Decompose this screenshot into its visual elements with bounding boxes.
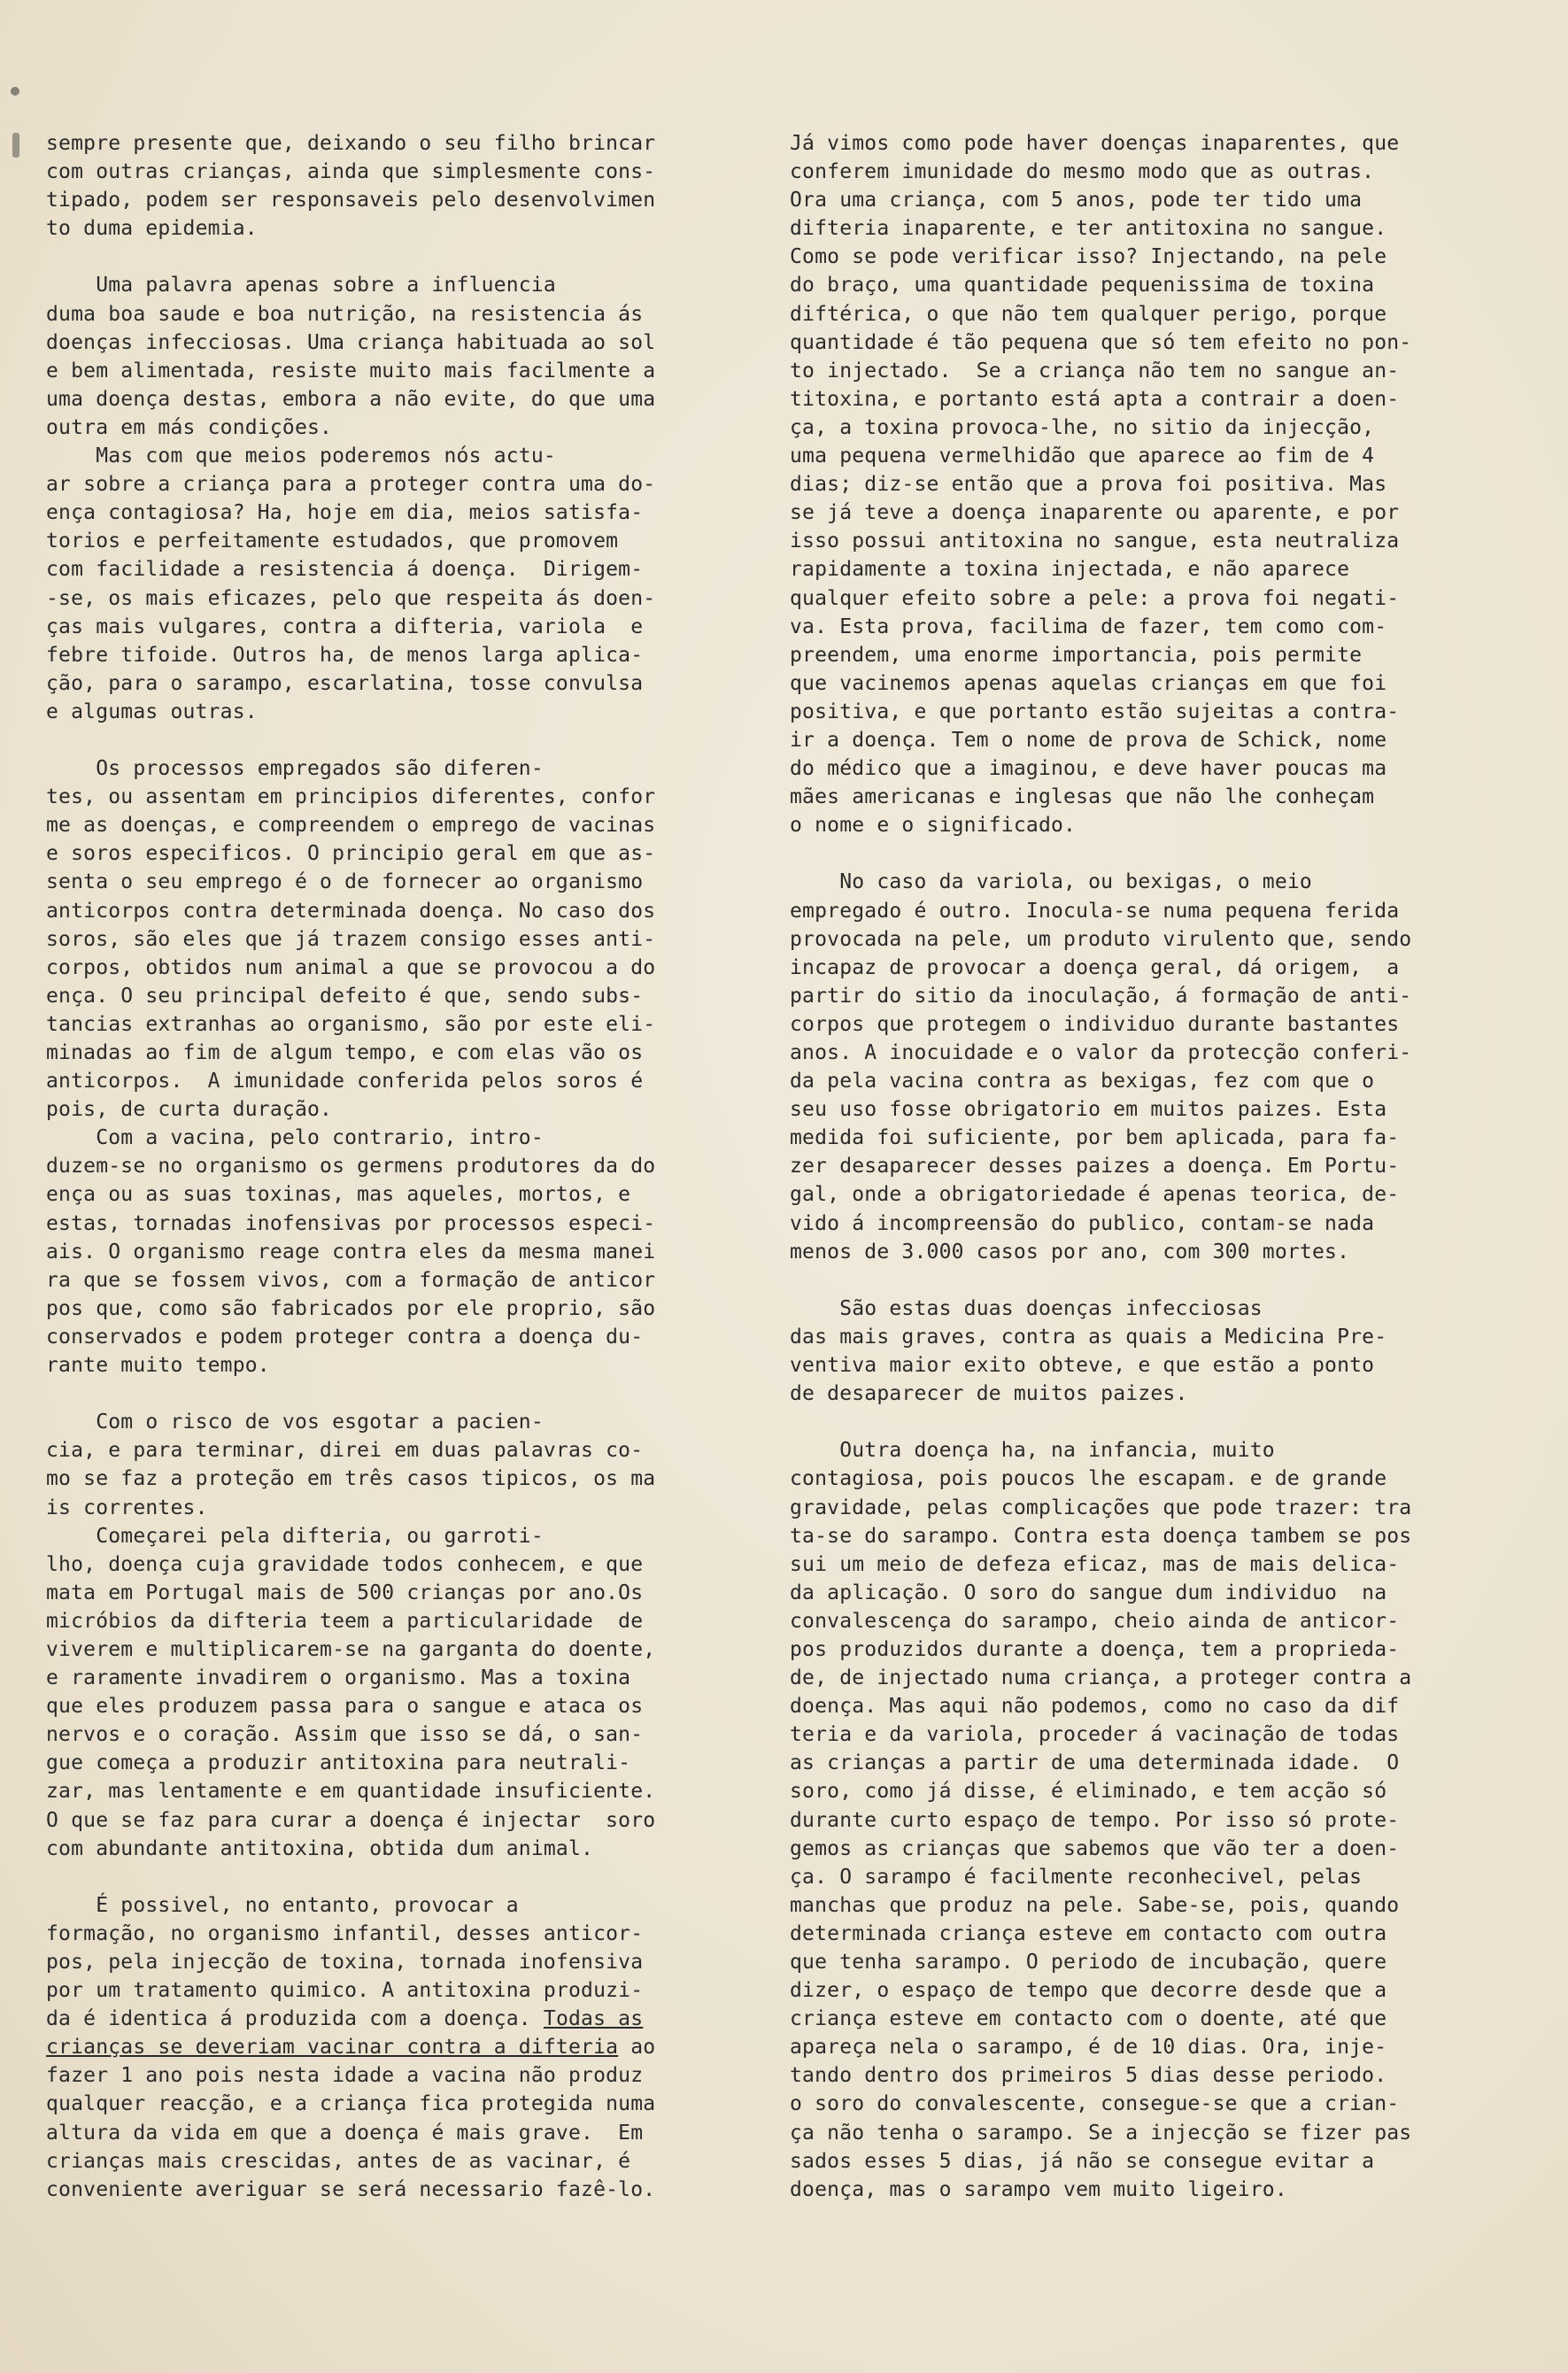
- line-text: do braço, uma quantidade pequenissima de toxina: [790, 274, 1375, 298]
- text-line: [790, 1436, 1538, 1465]
- line-text: partir do sitio da inoculação, á formação de anti-: [790, 984, 1412, 1008]
- text-line: [46, 1436, 794, 1465]
- text-line: [46, 1664, 794, 1692]
- text-line: [46, 2176, 794, 2204]
- text-line: [46, 839, 794, 868]
- line-text: conferem imunidade do mesmo modo que as outras.: [790, 160, 1375, 184]
- text-line: [790, 555, 1538, 584]
- text-line: [790, 698, 1538, 726]
- text-line: [46, 1465, 794, 1493]
- line-text: e algumas outras.: [46, 700, 258, 723]
- text-line: [790, 499, 1538, 527]
- line-text: zer desaparecer desses paizes a doença. Em Portu-: [790, 1155, 1400, 1179]
- text-line: [790, 868, 1538, 896]
- line-text: soro, como já disse, é eliminado, e tem acção só: [790, 1780, 1387, 1804]
- line-text: contagiosa, pois poucos lhe escapam. e de grande: [790, 1467, 1387, 1491]
- text-line: [46, 1266, 794, 1295]
- text-line: [46, 726, 794, 754]
- text-line: [790, 1067, 1538, 1095]
- text-line: [46, 925, 794, 954]
- line-text: altura da vida em que a doença é mais grave. Em: [46, 2121, 644, 2145]
- text-line: [790, 811, 1538, 839]
- text-line: [790, 2176, 1538, 2204]
- text-line: [790, 783, 1538, 811]
- line-text: No caso da variola, ou bexigas, o meio: [790, 870, 1312, 894]
- text-line: [46, 1124, 794, 1152]
- text-line: [46, 243, 794, 271]
- line-text: ção, para o sarampo, escarlatina, tosse convulsa: [46, 671, 644, 695]
- line-text: Uma palavra apenas sobre a influencia: [46, 274, 556, 298]
- line-text: diftérica, o que não tem qualquer perigo, porque: [790, 302, 1387, 326]
- line-text: anos. A inocuidade e o valor da protecção conferi-: [790, 1041, 1412, 1064]
- line-text: determinada criança esteve em contacto com outra: [790, 1921, 1387, 1945]
- line-text: ça, a toxina provoca-lhe, no sitio da injecção,: [790, 415, 1375, 439]
- text-line: [790, 1692, 1538, 1720]
- line-text: as crianças a partir de uma determinada idade. O: [790, 1751, 1400, 1775]
- text-line: [790, 1152, 1538, 1180]
- text-line: [790, 1095, 1538, 1124]
- line-text: pois, de curta duração.: [46, 1098, 333, 1122]
- text-line: [46, 1749, 794, 1777]
- text-line: [46, 499, 794, 527]
- text-line: [46, 1777, 794, 1805]
- text-line: [46, 129, 794, 158]
- text-line: [790, 1550, 1538, 1579]
- line-text: Os processos empregados são diferen-: [46, 757, 544, 781]
- line-text: É possivel, no entanto, provocar a: [46, 1893, 519, 1917]
- text-line: [46, 414, 794, 442]
- line-text: O que se faz para curar a doença é injectar soro: [46, 1808, 656, 1832]
- text-line: [790, 527, 1538, 555]
- line-text: tando dentro dos primeiros 5 dias desse periodo.: [790, 2064, 1387, 2088]
- text-line: [790, 925, 1538, 954]
- text-line: [46, 1295, 794, 1323]
- text-line: [46, 1806, 794, 1835]
- text-line: [790, 754, 1538, 783]
- text-line: [790, 2147, 1538, 2176]
- text-line: [46, 1494, 794, 1522]
- line-text: gal, onde a obrigatoriedade é apenas teorica, de-: [790, 1183, 1400, 1207]
- line-text: va. Esta prova, facilima de fazer, tem como com-: [790, 615, 1387, 638]
- text-line: [46, 868, 794, 896]
- text-line: [46, 584, 794, 613]
- text-line: [46, 1976, 794, 2005]
- text-line: [46, 982, 794, 1010]
- line-text: rante muito tempo.: [46, 1354, 270, 1378]
- text-line: [46, 158, 794, 186]
- line-text: ar sobre a criança para a proteger contra uma do-: [46, 473, 656, 497]
- text-line: [46, 1720, 794, 1749]
- line-text: vido á incompreensão do publico, contam-se nada: [790, 1211, 1375, 1235]
- text-line: [790, 584, 1538, 613]
- line-text: anticorpos contra determinada doença. No caso dos: [46, 899, 656, 923]
- text-line: [46, 1039, 794, 1067]
- text-line: [46, 669, 794, 698]
- text-line: [790, 641, 1538, 669]
- line-text: zar, mas lentamente e em quantidade insuficiente.: [46, 1780, 656, 1804]
- line-text: ta-se do sarampo. Contra esta doença tambem se pos: [790, 1524, 1412, 1548]
- line-text: ça não tenha o sarampo. Se a injecção se fizer pas: [790, 2121, 1412, 2145]
- text-line: [46, 1010, 794, 1039]
- line-text: dizer, o espaço de tempo que decorre desde que a: [790, 1979, 1387, 2003]
- text-line: [46, 1152, 794, 1180]
- line-text: corpos que protegem o individuo durante bastantes: [790, 1012, 1400, 1036]
- line-text: se já teve a doença inaparente ou aparente, e por: [790, 501, 1400, 525]
- text-line: [46, 1238, 794, 1266]
- text-line: [790, 243, 1538, 271]
- text-line: [46, 698, 794, 726]
- line-text: o soro do convalescente, consegue-se que a crian-: [790, 2092, 1400, 2116]
- line-text: conveniente averiguar se será necessario fazê-lo.: [46, 2177, 656, 2201]
- text-line: [790, 1720, 1538, 1749]
- text-line: [46, 783, 794, 811]
- line-text: conservados e podem proteger contra a doença du-: [46, 1325, 644, 1349]
- text-line: [790, 1777, 1538, 1805]
- line-text: pos produzidos durante a doença, tem a proprieda-: [790, 1637, 1400, 1661]
- left-text-column: [46, 129, 794, 2204]
- text-line: [46, 1692, 794, 1720]
- text-line: [46, 2090, 794, 2118]
- line-text: do médico que a imaginou, e deve haver poucas ma: [790, 757, 1387, 781]
- line-text: qualquer reacção, e a criança fica protegida numa: [46, 2092, 656, 2116]
- line-text: mata em Portugal mais de 500 crianças por ano.Os: [46, 1581, 644, 1604]
- line-text: to injectado. Se a criança não tem no sangue an-: [790, 359, 1400, 383]
- text-line: [790, 470, 1538, 499]
- text-line: [46, 385, 794, 414]
- line-text: da pela vacina contra as bexigas, fez com que o: [790, 1070, 1375, 1094]
- text-line: [46, 2033, 794, 2061]
- text-line: [790, 1835, 1538, 1863]
- line-text: durante curto espaço de tempo. Por isso só prote-: [790, 1808, 1400, 1832]
- line-text: isso possui antitoxina no sangue, esta neutraliza: [790, 529, 1400, 553]
- line-text: -se, os mais eficazes, pelo que respeita ás doen-: [46, 586, 656, 610]
- text-line: [46, 271, 794, 299]
- line-text: com facilidade a resistencia á doença. Dirigem-: [46, 558, 644, 582]
- text-line: [790, 2005, 1538, 2033]
- text-line: [46, 954, 794, 982]
- text-line: [46, 555, 794, 584]
- text-line: [790, 1579, 1538, 1607]
- text-line: [790, 1664, 1538, 1692]
- line-text: outra em más condições.: [46, 415, 333, 439]
- text-line: [46, 613, 794, 641]
- text-line: [790, 1749, 1538, 1777]
- text-line: [790, 1323, 1538, 1351]
- text-line: [790, 1266, 1538, 1295]
- text-line: [46, 442, 794, 470]
- text-line: [790, 1124, 1538, 1152]
- line-text: nervos e o coração. Assim que isso se dá, o san-: [46, 1723, 644, 1747]
- line-text: fazer 1 ano pois nesta idade a vacina não produz: [46, 2064, 644, 2088]
- line-text-tail: ao: [618, 2036, 656, 2060]
- line-text: is correntes.: [46, 1496, 208, 1519]
- line-text: viverem e multiplicarem-se na garganta do doente,: [46, 1637, 656, 1661]
- line-text: uma pequena vermelhidão que aparece ao fim de 4: [790, 444, 1375, 468]
- text-line: [46, 527, 794, 555]
- line-text: mo se faz a proteção em três casos tipicos, os ma: [46, 1467, 656, 1491]
- underlined-text: Todas as: [543, 2007, 644, 2031]
- text-line: [790, 2033, 1538, 2061]
- line-text: Como se pode verificar isso? Injectando, na pele: [790, 245, 1387, 269]
- line-text: gue começa a produzir antitoxina para neutrali-: [46, 1751, 631, 1775]
- text-line: [46, 1835, 794, 1863]
- line-text: seu uso fosse obrigatorio em muitos paizes. Esta: [790, 1098, 1387, 1122]
- line-text: anticorpos. A imunidade conferida pelos soros é: [46, 1070, 644, 1094]
- text-line: [46, 2119, 794, 2147]
- text-line: [790, 1039, 1538, 1067]
- text-line: [46, 1351, 794, 1380]
- text-line: [46, 1920, 794, 1948]
- line-text: micróbios da difteria teem a particularidade de: [46, 1609, 644, 1633]
- line-text: qualquer efeito sobre a pele: a prova foi negati-: [790, 586, 1400, 610]
- text-line: [46, 1095, 794, 1124]
- text-line: [790, 158, 1538, 186]
- line-text: convalescença do sarampo, cheio ainda de anticor-: [790, 1609, 1400, 1633]
- line-text: Com o risco de vos esgotar a pacien-: [46, 1411, 544, 1434]
- punch-hole-mark: [11, 87, 19, 96]
- text-line: [790, 1976, 1538, 2005]
- text-line: [790, 1295, 1538, 1323]
- text-line: [46, 754, 794, 783]
- line-text: da é identica á produzida com a doença.: [46, 2007, 544, 2031]
- text-line: [790, 442, 1538, 470]
- text-line: [46, 470, 794, 499]
- text-line: [790, 385, 1538, 414]
- line-text: Com a vacina, pelo contrario, intro-: [46, 1126, 544, 1150]
- line-text: doença. Mas aqui não podemos, como no caso da dif: [790, 1695, 1400, 1719]
- line-text: que vacinemos apenas aquelas crianças em que foi: [790, 671, 1387, 695]
- text-line: [790, 1948, 1538, 1976]
- line-text: com abundante antitoxina, obtida dum animal.: [46, 1836, 594, 1860]
- line-text: crianças mais crescidas, antes de as vacinar, é: [46, 2149, 631, 2173]
- line-text: tes, ou assentam em principios diferentes, confor: [46, 785, 656, 809]
- text-line: [46, 1550, 794, 1579]
- text-line: [790, 1210, 1538, 1238]
- line-text: de, de injectado numa criança, a proteger contra a: [790, 1666, 1412, 1690]
- text-line: [790, 897, 1538, 925]
- text-line: [790, 1010, 1538, 1039]
- line-text: sui um meio de defeza eficaz, mas de mais delica-: [790, 1552, 1400, 1576]
- text-line: [46, 1948, 794, 1976]
- line-text: uma doença destas, embora a não evite, do que uma: [46, 387, 656, 411]
- text-line: [46, 2061, 794, 2090]
- text-line: [46, 214, 794, 243]
- text-line: [790, 1351, 1538, 1380]
- text-line: [46, 1863, 794, 1891]
- line-text: doenças infecciosas. Uma criança habituada ao sol: [46, 330, 656, 354]
- line-text: pos que, como são fabricados por ele proprio, são: [46, 1296, 656, 1320]
- text-line: [46, 1380, 794, 1408]
- text-line: [790, 613, 1538, 641]
- text-line: [46, 329, 794, 357]
- text-line: [790, 414, 1538, 442]
- text-line: [46, 1579, 794, 1607]
- line-text: cia, e para terminar, direi em duas palavras co-: [46, 1439, 644, 1463]
- line-text: mães americanas e inglesas que não lhe conheçam: [790, 785, 1375, 809]
- text-line: [46, 1210, 794, 1238]
- text-line: [790, 1180, 1538, 1209]
- line-text: duma boa saude e boa nutrição, na resistencia ás: [46, 302, 644, 326]
- line-text: pos, pela injecção de toxina, tornada inofensiva: [46, 1951, 644, 1974]
- text-line: [790, 1238, 1538, 1266]
- line-text: ventiva maior exito obteve, e que estão a ponto: [790, 1354, 1375, 1378]
- line-text: São estas duas doenças infecciosas: [790, 1296, 1263, 1320]
- line-text: corpos, obtidos num animal a que se provocou a do: [46, 955, 656, 979]
- text-line: [790, 214, 1538, 243]
- line-text: Já vimos como pode haver doenças inaparentes, que: [790, 132, 1400, 155]
- line-text: torios e perfeitamente estudados, que promovem: [46, 529, 619, 553]
- line-text: gravidade, pelas complicações que pode trazer: tra: [790, 1496, 1412, 1519]
- line-text: Ora uma criança, com 5 anos, pode ter tido uma: [790, 189, 1363, 213]
- text-line: [790, 1494, 1538, 1522]
- line-text: e bem alimentada, resiste muito mais facilmente a: [46, 359, 656, 383]
- text-line: [46, 1635, 794, 1664]
- line-text: manchas que produz na pele. Sabe-se, pois, quando: [790, 1893, 1400, 1917]
- line-text: ença contagiosa? Ha, hoje em dia, meios satisfa-: [46, 501, 644, 525]
- line-text: titoxina, e portanto está apta a contrair a doen-: [790, 387, 1400, 411]
- line-text: sados esses 5 dias, já não se consegue evitar a: [790, 2149, 1375, 2173]
- line-text: ença. O seu principal defeito é que, sendo subs-: [46, 984, 644, 1008]
- text-line: [790, 2119, 1538, 2147]
- text-line: [46, 186, 794, 214]
- line-text: empregado é outro. Inocula-se numa pequena ferida: [790, 899, 1400, 923]
- line-text: da aplicação. O soro do sangue dum individuo na: [790, 1581, 1387, 1604]
- text-line: [790, 982, 1538, 1010]
- line-text: positiva, e que portanto estão sujeitas a contra-: [790, 700, 1400, 723]
- text-line: [790, 1891, 1538, 1920]
- text-line: [790, 329, 1538, 357]
- line-text: teria e da variola, proceder á vacinação de todas: [790, 1723, 1400, 1747]
- text-line: [790, 1863, 1538, 1891]
- text-line: [790, 1408, 1538, 1436]
- line-text: ça. O sarampo é facilmente reconhecivel, pelas: [790, 1865, 1363, 1889]
- line-text: medida foi suficiente, por bem aplicada, para fa-: [790, 1126, 1400, 1150]
- line-text: provocada na pele, um produto virulento que, sendo: [790, 927, 1412, 951]
- line-text: e soros especificos. O principio geral em que as-: [46, 842, 656, 866]
- line-text: quantidade é tão pequena que só tem efeito no pon-: [790, 330, 1412, 354]
- line-text: dias; diz-se então que a prova foi positiva. Mas: [790, 473, 1387, 497]
- line-text: ra que se fossem vivos, com a formação de anticor: [46, 1268, 656, 1292]
- text-line: [790, 954, 1538, 982]
- text-line: [46, 2147, 794, 2176]
- line-text: Começarei pela difteria, ou garroti-: [46, 1524, 544, 1548]
- line-text: tancias extranhas ao organismo, são por este eli-: [46, 1012, 656, 1036]
- line-text: minadas ao fim de algum tempo, e com elas vão os: [46, 1041, 644, 1064]
- line-text: rapidamente a toxina injectada, e não aparece: [790, 558, 1350, 582]
- text-line: [790, 1522, 1538, 1550]
- line-text: doença, mas o sarampo vem muito ligeiro.: [790, 2177, 1287, 2201]
- line-text: difteria inaparente, e ter antitoxina no sangue.: [790, 217, 1387, 241]
- line-text: menos de 3.000 casos por ano, com 300 mortes.: [790, 1240, 1350, 1264]
- text-line: [46, 641, 794, 669]
- line-text: ais. O organismo reage contra eles da mesma manei: [46, 1240, 656, 1264]
- line-text: senta o seu emprego é o de fornecer ao organismo: [46, 870, 644, 894]
- line-text: das mais graves, contra as quais a Medicina Pre-: [790, 1325, 1387, 1349]
- text-line: [46, 1607, 794, 1635]
- text-line: [790, 1806, 1538, 1835]
- right-text-column: [790, 129, 1538, 2204]
- line-text: Mas com que meios poderemos nós actu-: [46, 444, 556, 468]
- line-text: que eles produzem passa para o sangue e ataca os: [46, 1695, 644, 1719]
- text-line: [46, 1180, 794, 1209]
- text-line: [790, 129, 1538, 158]
- line-text: sempre presente que, deixando o seu filho brincar: [46, 132, 656, 155]
- text-line: [790, 1380, 1538, 1408]
- line-text: duzem-se no organismo os germens produtores da do: [46, 1155, 656, 1179]
- line-text: ças mais vulgares, contra a difteria, variola e: [46, 615, 644, 638]
- text-line: [790, 186, 1538, 214]
- line-text: to duma epidemia.: [46, 217, 258, 241]
- line-text: de desaparecer de muitos paizes.: [790, 1382, 1188, 1406]
- text-line: [46, 1891, 794, 1920]
- line-text: gemos as crianças que sabemos que vão ter a doen-: [790, 1836, 1400, 1860]
- line-text: tipado, podem ser responsaveis pelo desenvolvimen: [46, 189, 656, 213]
- line-text: ir a doença. Tem o nome de prova de Schick, nome: [790, 728, 1387, 752]
- text-line: [46, 1323, 794, 1351]
- text-line: [46, 1408, 794, 1436]
- line-text: apareça nela o sarampo, é de 10 dias. Ora, inje-: [790, 2036, 1387, 2060]
- text-line: [790, 1607, 1538, 1635]
- text-line: [790, 1920, 1538, 1948]
- text-line: [46, 300, 794, 329]
- text-line: [46, 811, 794, 839]
- ink-blot-mark: [12, 133, 19, 158]
- text-line: [790, 300, 1538, 329]
- text-line: [46, 897, 794, 925]
- text-line: [46, 1522, 794, 1550]
- text-line: [46, 357, 794, 385]
- line-text: preendem, uma enorme importancia, pois permite: [790, 643, 1363, 667]
- text-line: [790, 357, 1538, 385]
- line-text: estas, tornadas inofensivas por processos especi-: [46, 1211, 656, 1235]
- line-text: soros, são eles que já trazem consigo esses anti-: [46, 927, 656, 951]
- line-text: ença ou as suas toxinas, mas aqueles, mortos, e: [46, 1183, 631, 1207]
- line-text: por um tratamento quimico. A antitoxina produzi-: [46, 1979, 644, 2003]
- text-line: [46, 2005, 794, 2033]
- text-line: [46, 1067, 794, 1095]
- line-text: lho, doença cuja gravidade todos conhecem, e que: [46, 1552, 644, 1576]
- line-text: criança esteve em contacto com o doente, até que: [790, 2007, 1387, 2031]
- line-text: Outra doença ha, na infancia, muito: [790, 1439, 1275, 1463]
- line-text: incapaz de provocar a doença geral, dá origem, a: [790, 955, 1400, 979]
- line-text: o nome e o significado.: [790, 814, 1077, 838]
- line-text: me as doenças, e compreendem o emprego de vacinas: [46, 814, 656, 838]
- text-line: [790, 726, 1538, 754]
- underlined-text: crianças se deveriam vacinar contra a difteria: [46, 2036, 619, 2060]
- text-line: [790, 669, 1538, 698]
- line-text: com outras crianças, ainda que simplesmente cons-: [46, 160, 656, 184]
- text-line: [790, 1635, 1538, 1664]
- text-line: [790, 2090, 1538, 2118]
- text-line: [790, 271, 1538, 299]
- line-text: formação, no organismo infantil, desses anticor-: [46, 1921, 644, 1945]
- line-text: e raramente invadirem o organismo. Mas a toxina: [46, 1666, 631, 1690]
- text-line: [790, 839, 1538, 868]
- line-text: que tenha sarampo. O periodo de incubação, quere: [790, 1951, 1387, 1974]
- text-line: [790, 2061, 1538, 2090]
- text-line: [790, 1465, 1538, 1493]
- line-text: febre tifoide. Outros ha, de menos larga aplica-: [46, 643, 644, 667]
